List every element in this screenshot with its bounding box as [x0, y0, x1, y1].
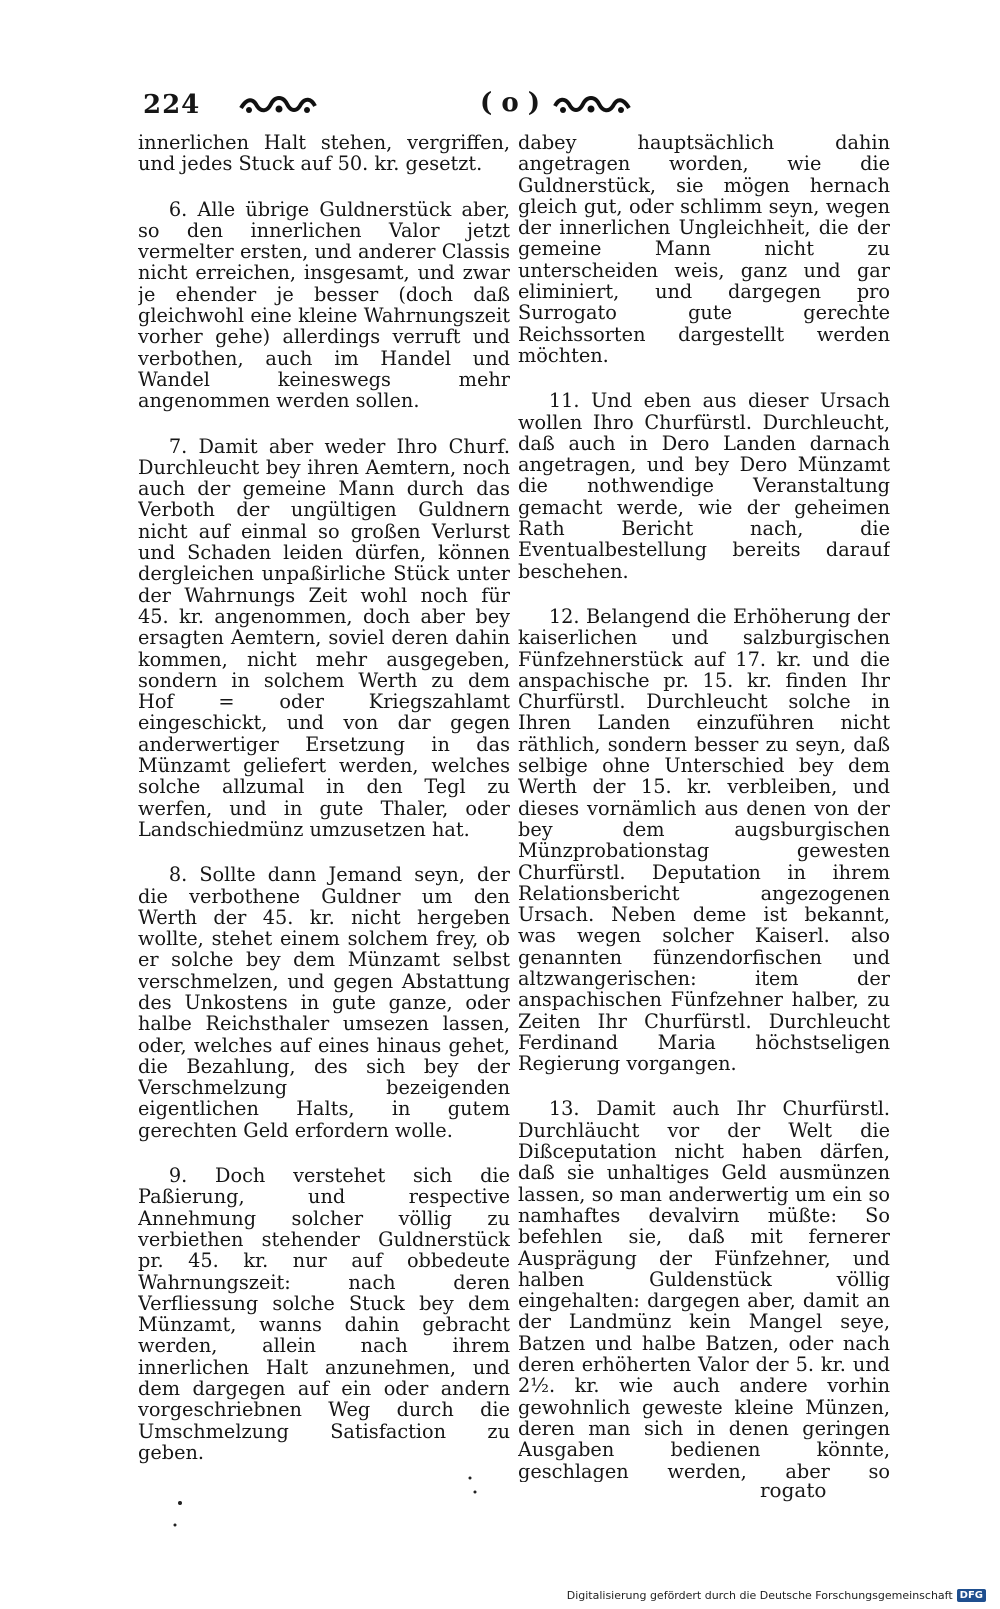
left-text-column [138, 132, 510, 1482]
dfg-logo: DFG [957, 1589, 986, 1602]
right-text-column [518, 132, 890, 1482]
paragraph-11: 11. Und eben aus dieser Ursach wollen Ihro Churfürstl. Durchleucht, daß auch in Dero Landen darnach angetragen, und bey Dero Münzamt die nothwendige Veranstaltung gemacht werde, wie der geheimen Rath Bericht nach, die Eventualbestellung bereits darauf beschehen. [518, 389, 890, 583]
page-number: 224 [143, 90, 201, 120]
paragraph-8: 8. Sollte dann Jemand seyn, der die verbothene Guldner um den Werth der 45. kr. nicht hergeben wollte, stehet einem solchem frey, ob er solche bey dem Münzamt selbst verschmelzen, und gegen Abstattung des Unkostens in gute ganze, oder halbe Reichsthaler umsezen lassen, oder, welches auf eines hinaus gehet, die Bezahlung, des sich bey der Verschmelzung bezeigenden eigentlichen Halts, in gutem gerechten Geld erfordern wolle. [138, 863, 510, 1142]
paragraph-10-continuation: dabey hauptsächlich dahin angetragen worden, wie die Guldnerstück, sie mögen hernach gleich gut, oder schlimm seyn, wegen der innerlichen Ungleichheit, die der gemeine Mann nicht zu unterscheiden weis, ganz und gar eliminiert, und dargegen pro Surrogato gute gerechte Reichssorten dargestellt werden möchten. [518, 132, 890, 367]
digitization-footer [567, 1587, 986, 1603]
paragraph-13: 13. Damit auch Ihr Churfürstl. Durchläucht vor der Welt die Dißceputation nicht haben därfen, daß sie unhaltiges Geld ausmünzen lassen, so man anderwertig um ein so namhaftes devalvirn müßte: So befehlen sie, daß mit fernerer Ausprägung der Fünfzehner, und halben Guldenstück völlig eingehalten: dargegen aber, damit an der Landmünz kein Mangel seye, Batzen und halbe Batzen, oder nach deren erhöherten Valor der 5. kr. und 2½. kr. wie auch andere vorhin gewohnlich geweste kleine Münzen, deren man sich in denen geringen Ausgaben bedienen könnte, geschlagen werden, aber so [518, 1097, 890, 1482]
catchword: rogato [760, 1478, 827, 1502]
paragraph-7: 7. Damit aber weder Ihro Churf. Durchleucht bey ihren Aemtern, noch auch der gemeine Mann durch das Verboth der ungültigen Guldnern nicht auf einmal so großen Verlurst und Schaden leiden dürfen, können dergleichen unpaßirliche Stück unter der Wahrnungs Zeit wohl noch für 45. kr. angenommen, doch aber bey ersagten Aemtern, soviel deren dahin kommen, nicht mehr ausgegeben, sondern in solchem Werth zu dem Hof = oder Kriegszahlamt eingeschickt, und von dar gegen anderwertiger Ersetzung in das Münzamt geliefert werden, welches solche allzumal in den Tegl zu werfen, und in gute Thaler, oder Landschiedmünz umzusetzen hat. [138, 434, 510, 841]
paragraph-12: 12. Belangend die Erhöherung der kaiserlichen und salzburgischen Fünfzehnerstück auf 17. kr. und die anspachische pr. 15. kr. finden Ihr Churfürstl. Durchleucht solche in Ihren Landen einzuführen nicht räthlich, sondern besser zu seyn, daß selbige ohne Unterschied bey dem Werth der 15. kr. verbleiben, und dieses vornämlich aus denen von der bey dem augsburgischen Münzprobationstag gewesten Churfürstl. Deputation in ihrem Relationsbericht angezogenen Ursach. Neben deme ist bekannt, was wegen solcher Kaiserl. also genannten fünzendorfischen und altzwangerischen: item der anspachischen Fünfzehner halber, zu Zeiten Ihr Churfürstl. Durchleucht Ferdinand Maria höchstseligen Regierung vorgangen. [518, 604, 890, 1076]
digitization-credit: Digitalisierung gefördert durch die Deutsche Forschungsgemeinschaft [566, 1588, 953, 1602]
paragraph-9: 9. Doch verstehet sich die Paßierung, und respective Annehmung solcher völlig zu verbiethen stehender Guldnerstück pr. 45. kr. nur auf obbedeute Wahrnungszeit: nach deren Verfliessung solche Stuck bey dem Münzamt, wanns dahin gebracht werden, allein nach ihrem innerlichen Halt anzunehmen, und dem dargegen auf ein oder andern vorgeschriebnen Weg durch die Umschmelzung Satisfaction zu geben. [138, 1164, 510, 1464]
paragraph-6: 6. Alle übrige Guldnerstück aber, so den innerlichen Valor jetzt vermelter ersten, und anderer Classis nicht erreichen, insgesamt, und zwar je ehender je besser (doch daß gleichwohl eine kleine Wahrnungszeit vorher gehe) allerdings verruft und verbothen, auch im Handel und Wandel keineswegs mehr angenommen werden sollen. [138, 197, 510, 413]
page-header [135, 88, 541, 128]
left-header-ornament-icon [239, 94, 317, 116]
paragraph-continuation: innerlichen Halt stehen, vergriffen, und jedes Stuck auf 50. kr. gesetzt. [138, 132, 510, 176]
header-center-mark: ( o ) [480, 88, 541, 118]
right-header-ornament-icon [553, 94, 631, 116]
